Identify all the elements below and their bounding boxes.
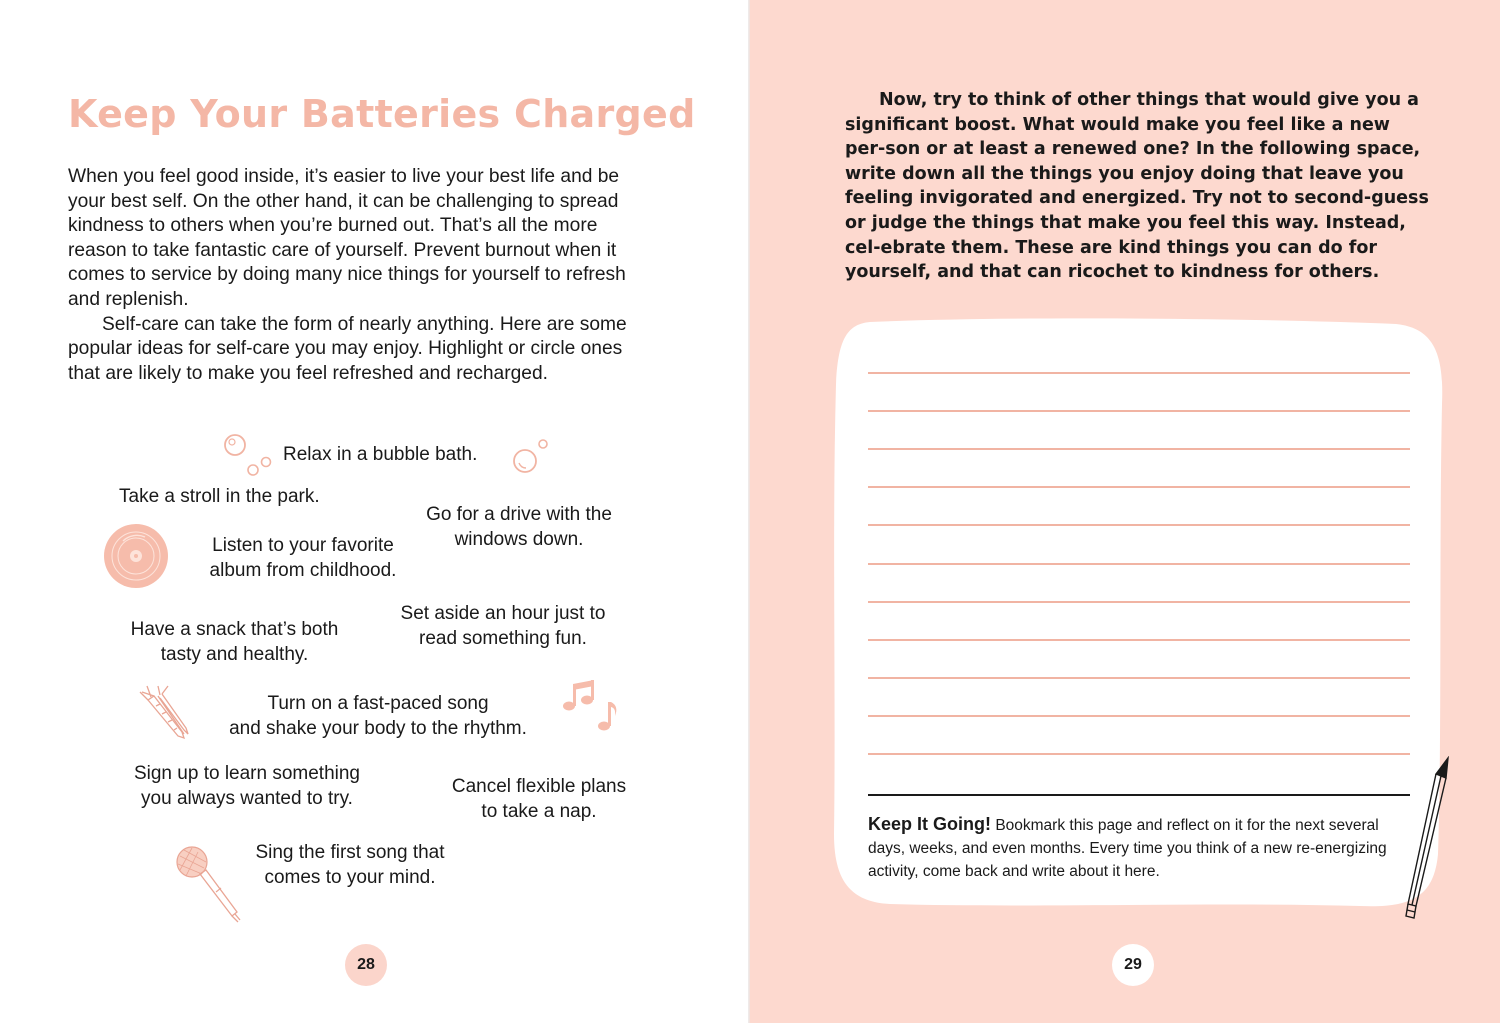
idea-snack — [112, 618, 357, 667]
writing-line — [868, 677, 1410, 679]
idea-sing-line-1: Sing the first song that — [255, 842, 445, 863]
writing-line — [868, 410, 1410, 412]
writing-line — [868, 639, 1410, 641]
page-number-right: 29 — [1112, 944, 1154, 986]
writing-line — [868, 563, 1410, 565]
idea-stroll: Take a stroll in the park. — [119, 486, 320, 507]
writing-line — [868, 524, 1410, 526]
carrots-icon — [134, 684, 190, 742]
writing-line — [868, 715, 1410, 717]
idea-album-line-2: album from childhood. — [209, 559, 397, 581]
idea-snack-line-2: tasty and healthy. — [160, 643, 309, 665]
idea-nap-line-1: Cancel flexible plans — [451, 776, 627, 797]
page-title: Keep Your Batteries Charged — [68, 92, 696, 136]
idea-bubble-bath: Relax in a bubble bath. — [283, 444, 478, 465]
keep-going-note — [868, 813, 1413, 883]
idea-dance-line-1: Turn on a fast-paced song — [267, 693, 489, 714]
idea-learn — [113, 762, 381, 811]
vinyl-record-icon — [103, 523, 169, 589]
keep-going-divider — [868, 794, 1410, 796]
keep-going-text: Bookmark this page and reflect on it for the next several days, weeks, and even months. Every time you think of a new re-energizing activity, come back and write about it here. — [868, 817, 1387, 880]
idea-sing — [236, 841, 464, 890]
idea-album-line-1: Listen to your favorite — [212, 535, 394, 556]
bubbles-icon — [220, 430, 280, 478]
writing-prompt: Now, try to think of other things that would give you a significant boost. What would make you feel like a new per-son or at least a renewed one? In the following space, write down all the things you enjoy doing that leave you feeling invigorated and energized. Try not to second-guess or judge the things that make you feel this way. Instead, cel-ebrate them. These are kind things you can do for yourself, and that can ricochet to kindness for others. — [845, 90, 1429, 283]
keep-going-title: Keep It Going! — [868, 814, 991, 834]
idea-dance — [203, 692, 553, 741]
pencil-icon — [1402, 756, 1452, 922]
idea-album — [190, 534, 416, 583]
writing-line — [868, 372, 1410, 374]
page-number-left: 28 — [345, 944, 387, 986]
idea-snack-line-1: Have a snack that’s both — [130, 619, 339, 640]
idea-nap — [436, 775, 642, 824]
writing-line — [868, 448, 1410, 450]
idea-sing-line-2: comes to your mind. — [264, 866, 436, 888]
idea-dance-line-2: and shake your body to the rhythm. — [229, 717, 527, 739]
idea-learn-line-2: you always wanted to try. — [141, 787, 353, 809]
microphone-icon — [172, 842, 244, 926]
music-notes-icon — [560, 678, 622, 734]
idea-drive-line-2: windows down. — [454, 528, 584, 550]
writing-line — [868, 486, 1410, 488]
intro-paragraph-1: When you feel good inside, it’s easier to live your best life and be your best self. On the other hand, it can be challenging to spread kindness to others when you’re burned out. That’s all the more reason to take fantastic care of yourself. Prevent burnout when it comes to service by doing many nice things for yourself to refresh and replenish. — [68, 166, 626, 310]
intro-text — [68, 165, 658, 386]
writing-line — [868, 601, 1410, 603]
idea-read-line-1: Set aside an hour just to — [400, 603, 606, 624]
idea-drive — [410, 503, 628, 552]
writing-line — [868, 753, 1410, 755]
idea-learn-line-1: Sign up to learn something — [133, 763, 361, 784]
idea-nap-line-2: to take a nap. — [481, 800, 597, 822]
idea-read-line-2: read something fun. — [419, 627, 587, 649]
intro-paragraph-2: Self-care can take the form of nearly anything. Here are some popular ideas for self-care you may enjoy. Highlight or circle ones that are likely to make you feel refreshed and recharged. — [68, 313, 627, 384]
idea-drive-line-1: Go for a drive with the — [426, 504, 612, 525]
idea-read — [384, 602, 622, 651]
bubbles-icon — [510, 436, 552, 476]
